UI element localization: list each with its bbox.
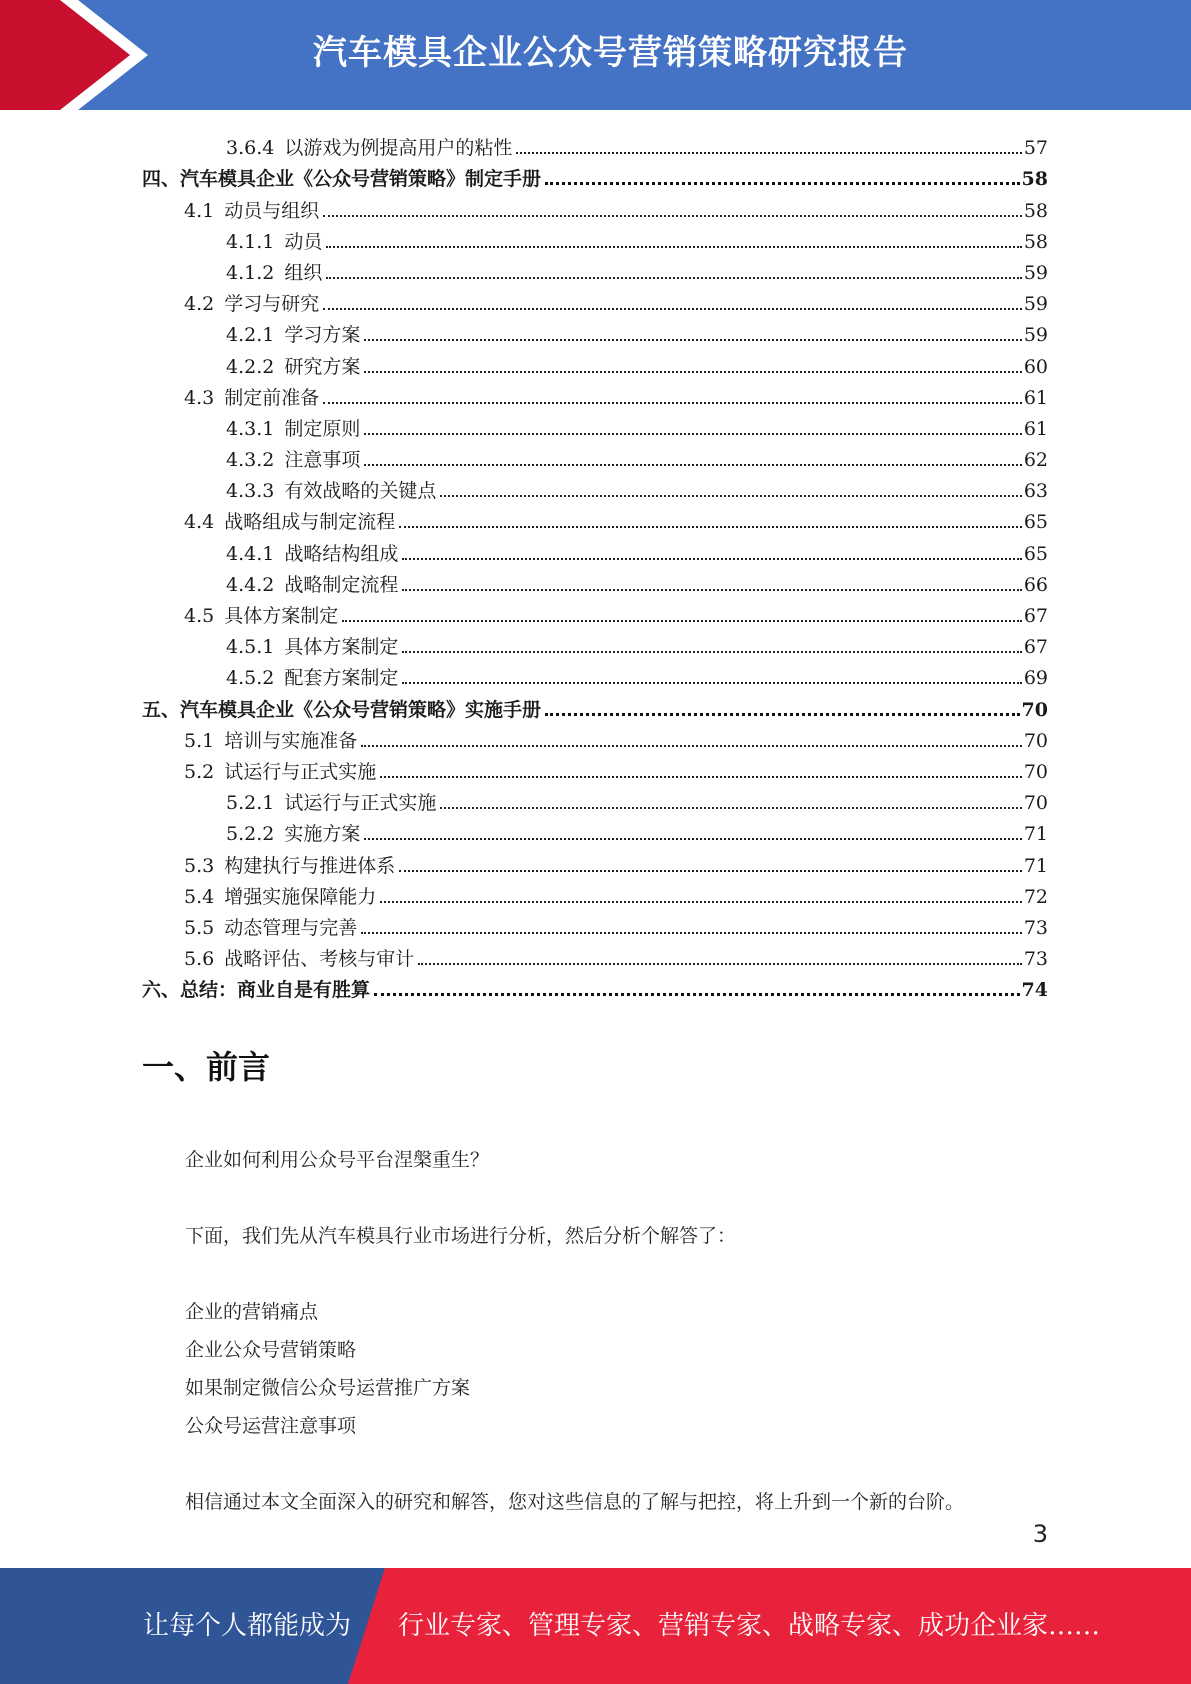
toc-entry-label [142, 979, 370, 1001]
toc-entry-label [226, 667, 398, 689]
page-header [0, 0, 1191, 110]
toc-entry-text: 制定前准备 [224, 386, 320, 409]
toc-entry-label [184, 200, 319, 222]
footer-slogan-right: 行业专家、管理专家、营销专家、战略专家、成功企业家…… [398, 1611, 1101, 1641]
toc-page-number: 61 [1023, 386, 1048, 409]
toc-entry[interactable] [142, 533, 1048, 564]
toc-entry[interactable] [142, 658, 1048, 689]
toc-page-number: 71 [1023, 823, 1048, 846]
toc-leader-dots [323, 308, 1022, 310]
toc-entry-text: 动员 [284, 230, 323, 253]
toc-page-number: 67 [1023, 636, 1048, 659]
body-paragraph: 企业如何利用公众号平台涅槃重生？ [185, 1149, 490, 1171]
toc-entry-label [226, 231, 322, 253]
toc-entry-label [226, 543, 398, 565]
toc-page-number: 71 [1023, 854, 1048, 877]
toc-entry-label [226, 823, 360, 845]
toc-entry-text: 注意事项 [284, 449, 361, 472]
toc-entry-text: 战略制定流程 [284, 573, 399, 596]
page-number: 3 [1032, 1520, 1048, 1548]
toc-entry-text: 试运行与正式实施 [224, 760, 377, 783]
toc-entry[interactable] [142, 159, 1048, 190]
toc-entry[interactable] [142, 253, 1048, 284]
toc-entry-label [226, 792, 436, 814]
toc-leader-dots [545, 713, 1020, 716]
toc-entry-text: 配套方案制定 [284, 667, 399, 690]
toc-leader-dots [516, 152, 1021, 154]
toc-entry-label [184, 886, 376, 908]
toc-leader-dots [361, 745, 1022, 747]
toc-entry-number: 4.1 [184, 199, 215, 222]
toc-entry-number: 4.2.1 [226, 324, 275, 347]
footer-slogan-left: 让每个人都能成为 [143, 1611, 352, 1641]
toc-page-number: 59 [1023, 324, 1048, 347]
toc-page-number: 63 [1023, 480, 1048, 503]
toc-page-number: 70 [1021, 698, 1048, 721]
toc-leader-dots [402, 558, 1021, 560]
toc-page-number: 65 [1023, 542, 1048, 565]
toc-leader-dots [380, 776, 1022, 778]
toc-page-number: 65 [1023, 511, 1048, 534]
toc-page-number: 70 [1023, 729, 1048, 752]
body-paragraph: 下面，我们先从汽车模具行业市场进行分析，然后分析个解答了： [185, 1225, 737, 1247]
toc-entry-number: 5.3 [184, 854, 215, 877]
toc-entry-number: 4.1.1 [226, 230, 275, 253]
toc-entry-text: 六、总结：商业自是有胜算 [142, 979, 371, 1002]
toc-entry[interactable] [142, 721, 1048, 752]
toc-entry-text: 学习方案 [284, 324, 361, 347]
toc-entry[interactable] [142, 908, 1048, 939]
toc-entry-label [184, 948, 414, 970]
toc-page-number: 60 [1023, 355, 1048, 378]
toc-leader-dots [545, 182, 1020, 185]
toc-entry[interactable] [142, 970, 1048, 1001]
toc-entry[interactable] [142, 128, 1048, 159]
toc-page-number: 61 [1023, 417, 1048, 440]
toc-entry[interactable] [142, 939, 1048, 970]
toc-page-number: 67 [1023, 605, 1048, 627]
toc-leader-dots [364, 838, 1021, 840]
toc-page-number: 70 [1023, 760, 1048, 783]
toc-leader-dots [364, 433, 1021, 435]
toc-entry[interactable] [142, 783, 1048, 814]
section-heading: 一、前言 [142, 1048, 271, 1086]
toc-page-number: 59 [1023, 261, 1048, 284]
toc-leader-dots [364, 371, 1021, 373]
document-title: 汽车模具企业公众号营销策略研究报告 [313, 33, 908, 73]
toc-entry-text: 四、汽车模具企业《公众号营销策略》制定手册 [142, 168, 542, 191]
toc-leader-dots [374, 993, 1020, 996]
toc-entry-text: 研究方案 [284, 355, 361, 378]
toc-entry-text: 动员与组织 [224, 199, 320, 222]
toc-entry-label [184, 511, 395, 533]
toc-entry-text: 五、汽车模具企业《公众号营销策略》实施手册 [142, 698, 542, 721]
toc-entry-text: 实施方案 [284, 823, 361, 846]
toc-entry-label [226, 418, 360, 440]
page-footer [0, 1568, 1191, 1684]
toc-entry[interactable] [142, 378, 1048, 409]
toc-entry-label [184, 293, 319, 315]
toc-entry-text: 战略组成与制定流程 [224, 511, 396, 534]
list-item: 如果制定微信公众号运营推广方案 [185, 1377, 471, 1399]
toc-leader-dots [342, 620, 1022, 622]
toc-entry-number: 4.3.2 [226, 449, 275, 472]
toc-entry[interactable] [142, 627, 1048, 658]
toc-entry-number: 4.1.2 [226, 261, 275, 284]
toc-page-number: 74 [1021, 979, 1048, 1002]
toc-leader-dots [323, 402, 1022, 404]
toc-entry-label [184, 855, 395, 877]
toc-leader-dots [402, 682, 1021, 684]
table-of-contents [142, 128, 1048, 1001]
toc-entry[interactable] [142, 346, 1048, 377]
toc-entry-number: 4.3 [184, 386, 215, 409]
toc-entry-label [226, 636, 398, 658]
toc-entry[interactable] [142, 502, 1048, 533]
toc-entry[interactable] [142, 877, 1048, 908]
toc-entry-label [226, 356, 360, 378]
toc-leader-dots [364, 464, 1021, 466]
toc-page-number: 72 [1023, 885, 1048, 908]
toc-entry-number: 4.3.3 [226, 480, 275, 503]
toc-entry-label [184, 387, 319, 409]
toc-leader-dots [399, 870, 1022, 872]
toc-leader-dots [361, 932, 1022, 934]
toc-leader-dots [440, 495, 1021, 497]
toc-entry[interactable] [142, 689, 1048, 720]
toc-entry[interactable] [142, 471, 1048, 502]
toc-entry-text: 构建执行与推进体系 [224, 854, 396, 877]
toc-entry[interactable] [142, 565, 1048, 596]
toc-entry-label [226, 137, 512, 159]
toc-entry-text: 具体方案制定 [224, 605, 339, 627]
toc-entry-text: 培训与实施准备 [224, 729, 358, 752]
list-item: 公众号运营注意事项 [185, 1415, 357, 1437]
toc-page-number: 69 [1023, 667, 1048, 690]
toc-entry-label [226, 262, 322, 284]
toc-page-number: 59 [1023, 293, 1048, 316]
toc-leader-dots [418, 963, 1022, 965]
toc-leader-dots [402, 651, 1021, 653]
toc-page-number: 58 [1023, 199, 1048, 222]
toc-entry[interactable] [142, 315, 1048, 346]
toc-leader-dots [402, 589, 1021, 591]
toc-entry-text: 学习与研究 [224, 293, 320, 316]
toc-entry-label [184, 605, 338, 627]
toc-entry-number: 4.5.2 [226, 667, 275, 690]
toc-entry-number: 5.1 [184, 729, 215, 752]
toc-leader-dots [380, 901, 1022, 903]
toc-entry-label [184, 730, 357, 752]
toc-page-number: 62 [1023, 449, 1048, 472]
toc-entry[interactable] [142, 440, 1048, 471]
toc-entry[interactable] [142, 222, 1048, 253]
toc-page-number: 57 [1023, 137, 1048, 160]
toc-leader-dots [326, 277, 1021, 279]
toc-entry-label [226, 480, 436, 502]
toc-leader-dots [440, 807, 1021, 809]
toc-entry-number: 5.2.2 [226, 823, 275, 846]
toc-entry-text: 组织 [284, 261, 323, 284]
toc-entry-text: 以游戏为例提高用户的粘性 [284, 137, 513, 160]
toc-entry[interactable] [142, 814, 1048, 845]
toc-leader-dots [364, 339, 1021, 341]
toc-entry-number: 5.4 [184, 885, 215, 908]
toc-entry[interactable] [142, 190, 1048, 221]
toc-entry-number: 4.4 [184, 511, 215, 534]
toc-entry-label [142, 699, 541, 721]
toc-entry-text: 制定原则 [284, 417, 361, 440]
toc-entry-number: 5.6 [184, 948, 215, 971]
toc-page-number: 58 [1021, 168, 1048, 191]
toc-entry-label [226, 324, 360, 346]
toc-page-number: 66 [1023, 573, 1048, 596]
toc-entry-number: 4.3.1 [226, 417, 275, 440]
toc-entry[interactable] [142, 845, 1048, 876]
toc-entry-text: 动态管理与完善 [224, 916, 358, 939]
toc-entry-number: 5.5 [184, 916, 215, 939]
toc-entry-label [226, 574, 398, 596]
toc-entry-text: 增强实施保障能力 [224, 885, 377, 908]
toc-entry-number: 4.2 [184, 293, 215, 316]
toc-entry-label [184, 761, 376, 783]
toc-entry-text: 具体方案制定 [284, 636, 399, 659]
toc-entry[interactable] [142, 752, 1048, 783]
toc-entry-text: 战略结构组成 [284, 542, 399, 565]
toc-entry-label [184, 917, 357, 939]
toc-entry-number: 4.4.2 [226, 573, 275, 596]
toc-entry-number: 4.5 [184, 605, 215, 627]
toc-entry-number: 5.2 [184, 760, 215, 783]
toc-page-number: 73 [1023, 948, 1048, 971]
toc-entry-text: 战略评估、考核与审计 [224, 948, 415, 971]
toc-leader-dots [323, 215, 1022, 217]
toc-entry-label [226, 449, 360, 471]
toc-entry-number: 4.2.2 [226, 355, 275, 378]
toc-entry-number: 5.2.1 [226, 792, 275, 815]
list-item: 企业公众号营销策略 [185, 1339, 357, 1361]
toc-entry[interactable] [142, 409, 1048, 440]
toc-entry-label [142, 168, 541, 190]
toc-page-number: 58 [1023, 230, 1048, 253]
toc-page-number: 73 [1023, 916, 1048, 939]
toc-page-number: 70 [1023, 792, 1048, 815]
toc-leader-dots [326, 246, 1021, 248]
toc-entry-text: 有效战略的关键点 [284, 480, 437, 503]
body-paragraph: 相信通过本文全面深入的研究和解答，您对这些信息的了解与把控，将上升到一个新的台阶。 [185, 1491, 965, 1513]
list-item: 企业的营销痛点 [185, 1301, 319, 1323]
toc-leader-dots [399, 526, 1022, 528]
toc-entry[interactable] [142, 596, 1048, 627]
toc-entry-number: 4.4.1 [226, 542, 275, 565]
toc-entry-text: 试运行与正式实施 [284, 792, 437, 815]
toc-entry[interactable] [142, 284, 1048, 315]
toc-entry-number: 4.5.1 [226, 636, 275, 659]
toc-entry-number: 3.6.4 [226, 137, 275, 160]
